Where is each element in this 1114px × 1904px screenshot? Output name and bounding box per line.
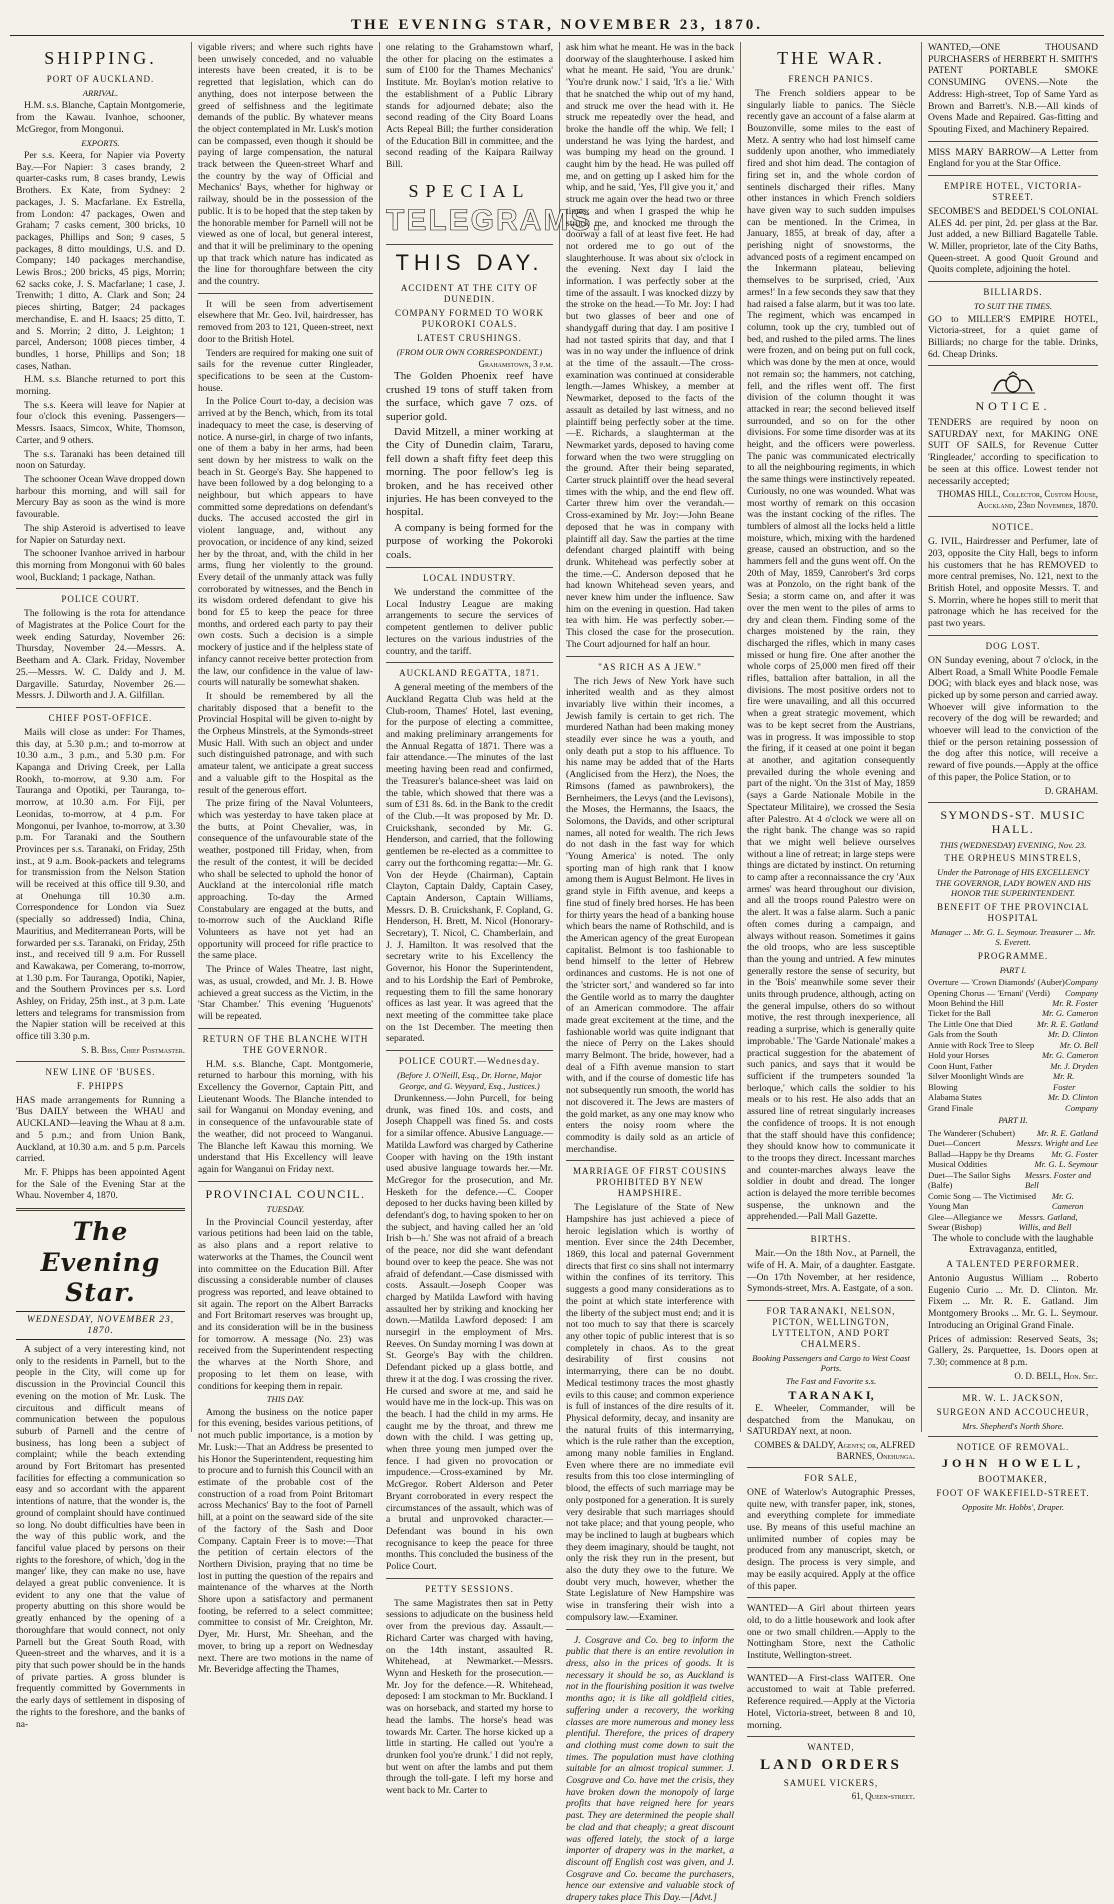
petty-sessions-text: The same Magistrates then sat in Petty sessions to adjudicate on the business held over from the previous day. Assault.—Richard Carter was charged with having, on the 14th instant, assaulted R. Whitehead, at Newmarket.—Messrs. Wynn and Hesketh for the prosecution.—Mr. Joy for the defence.—R. Whitehead, deposed: I am stockman to Mr. Buckland. I was on horseback, and started my horse to head the lambs. The horse's head was towards Mr. Carter. The horse kicked up a little in starting. He called out 'you're a drunken fool you're drunk.' I did not reply, but went on after the lambs and put them through the toll-gate. I left my horse and went back to Mr. Carter to xyxy=(386,1597,553,1797)
programme-item: Opening Chorus — 'Ernani' (Verdi) xyxy=(928,987,1050,998)
telegram-dateline: Grahamstown, 3 p.m. xyxy=(478,359,553,370)
divider xyxy=(928,635,1098,636)
land-wanted: WANTED, xyxy=(807,1742,855,1753)
programme-row xyxy=(928,1212,1098,1233)
shipping-heading: SHIPPING. xyxy=(44,48,157,68)
wanted-girl-ad: WANTED—A Girl about thirteen years old, to do a little housework and look after one or two small children.—Apply to the Nottingham Store, next the Catholic Institute, Wellington-street. xyxy=(747,1603,915,1662)
regatta-heading: AUCKLAND REGATTA, 1871. xyxy=(399,668,540,679)
exports-text: Per s.s. Keera, for Napier via Poverty Bay.—For Napier: 3 cases brandy, 2 quarter-casks rum, 8 cases brandy, Lewis Brothers. Ex Kate, from Sydney: 2 packages, J. S. Macfarlane. Ex Estrella, from London: 47 packages, Owen and Graham; 7 casks cement, 300 bricks, 10 packages, Phillips and Son; 9 cases, 5 packages, 8 ditto mouldings, U.S. and D. Company; 140 packages merchandise, Lewis Bros.; 200 bricks, 45 pigs, Morrin; 62 sacks coke, J. S. Macfarlane; 1 case, J. Trenwith; 1 ditto, A. Clark and Son; 24 pieces shirting, Batger; 24 packages merchandise, E. and H. Isaacs; 25 ditto, T. and S. Morrin; 2 ditto, J. Leighton; 1 parcel, Anderson; 1008 pieces timber, 4 bundles, 1 horse, Phillips and Son; 18 cases, Nathan. xyxy=(16,150,185,372)
bus-agent-text: Mr. F. Phipps has been appointed Agent for the Sale of the Evening Star at the Whau. November 4, 1870. xyxy=(16,1166,185,1202)
divider xyxy=(386,567,553,568)
programme-item: Gals from the South xyxy=(928,1029,998,1040)
prices-text: Prices of admission: Reserved Seats, 3s; Gallery, 2s. Parquetteе, 1s. Doors open at 7.30; commence at 8 p.m. xyxy=(928,1333,1098,1368)
divider xyxy=(386,1050,553,1051)
accident-heading: ACCIDENT AT THE CITY OF DUNEDIN. xyxy=(400,283,539,305)
masthead: THE EVENING STAR, NOVEMBER 23, 1870. xyxy=(10,8,1104,36)
leader-article: A subject of a very interesting kind, not only to the residents in Parnell, but to the people in the City, will come up for discussion in the Provincial Council this evening on the motion of Mr. Lusk. The circuitous and difficult means of communication between the populous suburb of Parnell and the centre of business, has long been a subject of complaint; while the beach extending around by Fort Britomart has presented facilities for effecting a communication so easy and so accordant with the apparent intentions of nature, that the wonder is, the ground of complaint should have continued so long. No doubt difficulties have been in the way of this public work, and the fanciful value placed by persons on their rights to the foreshore, of which, 'dog in the manger' like, they can make no use, have delayed a great public convenience. It is evident to any one that the value of property abutting on this shore would be greatly enhanced by the opening of a thoroughfare that would connect, not only Parnell but the Great South Road, with Queen-street and the wharves, and it is a pity that such power should be in the hands of private parties. A gross blunder is frequently committed by Governments in the early days of settlement in disposing of the rights to the foreshore, and the banks of na- xyxy=(16,1344,185,1730)
programme-part-two xyxy=(928,1128,1098,1233)
divider xyxy=(198,293,373,294)
divider xyxy=(198,1028,373,1029)
programme-item: Comic Song — The Victimised Young Man xyxy=(928,1190,1037,1212)
column-6 xyxy=(922,42,1104,1512)
post-office-text: Mails will close as under: For Thames, this day, at 5.30 p.m.; and to-morrow at 10.30 a.m., 3 p.m., and 5.30 p.m. For Kapanga and Driving Creek, per Lalla Rookh, to-morrow, at 9.30 a.m. For Tauranga and Opotiki, per Tauranga, to-morrow, at 10.30 a.m. For Fiji, per Leonidas, to-morrow, at 4 p.m. For Mongonui, per Ivanhoe, to-morrow, at 3.30 p.m. For Taranaki and the Southern Provinces per s.s. Taranaki, on Friday, 25th inst., at 9 a.m. Book-packets and telegrams for transmission from the Nelson Station will be received at this office till 9.30, and at Onehunga till 10.30 a.m. Correspondence for London via Suez (specially so addressed) India, China, Mauritius, and Mediterranean Ports, will be forwarded per s.s. Taranaki, on Friday, 25th inst., and received till 9 a.m. For Russell and Kawakawa, per Comerang, to-morrow, at 1.30 p.m. For Tauranga, Opotiki, Napier, and the Southern Provinces per s.s. Lord Ashley, on Friday, 25th inst., at 3 p.m. Late letters and telegrams for transmission from the Napier station will be received at this office till 3.30 p.m. xyxy=(16,726,185,1043)
exports-heading: EXPORTS. xyxy=(81,137,120,148)
leader-continued: vigable rivers; and where such rights have been unwisely conceded, and no valuable interests have been created, it is to be regretted that legislation, which can do anything, does not interpose between the greed of selfishness and the legitimate demands of the public. By whatever means the object contemplated in Mr. Lusk's motion can be compassed, even though it should be paying of large compensation, the natural track between the Queen-street Wharf and the country by the way of Official and Mechanics' Bays, whether for highway or railway, should be in the possession of the public. It is to be hoped that the step taken by the honorable member for Parnell will not be viewed as one of local, but general interest, and that it will be preliminary to the opening up that track which nature has indicated as the line for thoroughfare between the city and the country. xyxy=(198,42,373,288)
newspaper-page xyxy=(10,8,1104,1904)
extravaganza-note: The whole to conclude with the laughable Extravaganza, entitled, xyxy=(932,1232,1094,1256)
divider xyxy=(747,1228,915,1229)
programme-item: Hold your Horses xyxy=(928,1050,990,1061)
ivil-notice-text: G. IVIL, Hairdresser and Perfumer, late of 203, opposite the City Hall, begs to inform his customers that he has REMOVED to more central premises, No. 121, next to the British Hotel, and opposite Messrs. T. and S. Morrin, where he hopes still to merit that patronage which he has received for the past two years. xyxy=(928,536,1098,630)
shipping-note: The ship Asteroid is advertised to leave for Napier on Saturday next. xyxy=(16,522,185,546)
local-news-item: The prize firing of the Naval Volunteers, which was yesterday to have taken place at the butts, at Point Chevalier, was, in consequence of the unfavourable state of the weather, postponed till Friday, when, from the result of the contest, it will be decided who shall be selected to uphold the honor of Auckland at the intercolonial rifle match approaching. To-day the Armed Constabulary are engaged at the butts, and to-morrow such of the Auckland Rifle Volunteers as have not yet had an opportunity will proceed for rifle practice to the same place. xyxy=(198,798,373,962)
programme-performer: Company xyxy=(1065,1102,1098,1113)
column-2 xyxy=(192,42,380,1676)
empire-hotel-text: SECOMBE'S and BEDDEL'S COLONIAL ALES 4d. per pint, 2d. per glass at the Bar. Just added, a new Billiard Bagatelle Table. W. Miller, proprietor, late of the City Baths, Queen-street. A good Quoit Ground and Quoits complete, adjoining the hotel. xyxy=(928,205,1098,276)
programme-performer: Mr. R. Foster xyxy=(1053,1071,1076,1092)
land-orders-sign: SAMUEL VICKERS, xyxy=(783,1777,879,1788)
programme-performer: Mr. G. Cameron xyxy=(1041,1008,1098,1019)
telegram-text: A company is being formed for the purpose of working the Pokoroki coals. xyxy=(386,521,553,561)
port-heading: PORT OF AUCKLAND. xyxy=(46,73,155,84)
divider xyxy=(16,707,185,708)
programme-row xyxy=(928,988,1098,998)
tender-notice-text: TENDERS are required by noon on SATURDAY next, for MAKING ONE SUIT OF SAILS, for Revenue Cutter 'Ringleader,' according to specification to be seen at this office. Lowest tender not necessarily accepted; xyxy=(928,417,1098,487)
programme-item: Ticket for the Ball xyxy=(928,1008,991,1019)
ivil-notice-heading: NOTICE. xyxy=(991,522,1035,533)
programme-item: Ballad—Happy be thy Dreams xyxy=(928,1148,1035,1159)
programme-performer: Mr. O. Bell xyxy=(1059,1039,1098,1050)
programme-performer: Messrs. Gatland, Willis, and Bell xyxy=(1018,1211,1078,1233)
post-office-signature: S. B. Biss, Chief Postmaster. xyxy=(81,1044,185,1055)
programme-item: Duet—Concert xyxy=(928,1138,981,1149)
local-news-item: The Prince of Wales Theatre, last night, was, as usual, crowded, and Mr. J. B. Howe achieved a great success as the Victim, in the 'Star Chamber.' This evening 'Huguenots' will be repeated. xyxy=(198,964,373,1022)
correspondent-note: (FROM OUR OWN CORRESPONDENT.) xyxy=(396,346,543,357)
programme-item: Silver Moonlight Winds are Blowing xyxy=(928,1071,1024,1092)
programme-performer: Mr. R. Foster xyxy=(1052,997,1098,1008)
music-hall-heading: SYMONDS-ST. MUSIC HALL. xyxy=(940,807,1086,837)
billiards-heading: BILLIARDS. xyxy=(983,287,1043,298)
programme-performer: Mr. D. Clinton xyxy=(1047,1029,1098,1040)
blanche-heading: RETURN OF THE BLANCHE WITH THE GOVERNOR. xyxy=(202,1033,369,1055)
latest-heading: LATEST CRUSHINGS. xyxy=(417,332,522,343)
births-heading: BIRTHS. xyxy=(810,1234,852,1245)
divider xyxy=(198,1181,373,1182)
programme-row xyxy=(928,1138,1098,1148)
steamer-name: T A R A N A K I, xyxy=(788,1388,874,1403)
divider xyxy=(928,1436,1098,1437)
police-rota-heading: POLICE COURT. xyxy=(61,594,140,605)
arrival-text: H.M. s.s. Blanche, Captain Montgomerie, from the Kawau. Ivanhoe, schooner, McGregor, from Mongonui. xyxy=(16,100,185,135)
tender-notice-signature: THOMAS HILL, Collector, Custom House, Auckland, 23rd November, 1870. xyxy=(937,489,1098,511)
empire-hotel-heading: EMPIRE HOTEL, VICTORIA-STREET. xyxy=(944,181,1082,202)
programme-performer: Mr. G. Foster xyxy=(1051,1148,1098,1159)
performer-cast: Antonio Augustus William ... Roberto Eugenio Curio ... Mr. D. Clinton. Mr. Fixem ... Mr. R. E. Gatland. Jim Montgomery Brooks ... Mr. G. L. Seymour. Introducing an Original Grand Finale. xyxy=(928,1273,1098,1331)
taranaki-steamer-ad xyxy=(747,1306,915,1462)
billiards-text: GO to MILLER'S EMPIRE HOTEL, Victoria-street, for a quiet game of Billiards; no charge for the table. Drinks, 6d. Cheap Drinks. xyxy=(928,313,1098,360)
prices-signature: O. D. BELL, Hon. Sec. xyxy=(1014,1370,1098,1381)
programme-heading: PROGRAMME. xyxy=(977,950,1049,961)
bus-proprietor: F. PHIPPS xyxy=(76,1080,125,1091)
divider xyxy=(928,141,1098,142)
local-news-item: It should be remembered by all the charitably disposed that a benefit to the Provincial Hospital will be given to-night by the Orpheus Minstrels, at the Symonds-street Music Hall. With such an object and under such distinguished patronage, and with such amateur talent, we anticipate a great success and a valuable gift to the Hospital as the result of the generous effort. xyxy=(198,690,373,796)
column-4 xyxy=(560,42,741,1904)
council-tuesday: TUESDAY. xyxy=(266,1204,305,1215)
petty-sessions-heading: PETTY SESSIONS. xyxy=(425,1583,514,1594)
programme-row xyxy=(928,1019,1098,1029)
programme-performer: Mr. J. Dryden xyxy=(1050,1060,1098,1071)
for-sale-text: ONE of Waterlow's Autographic Presses, quite new, with transfer paper, ink, stones, and everything complete for immediate use. By means of this useful machine an unlimited number of copies may be produced from any manuscript, sketch, or design. The process is very simple, and may be easily acquired. Apply at the office of this paper. xyxy=(747,1486,915,1592)
divider xyxy=(928,365,1098,366)
divider xyxy=(566,656,734,657)
divider xyxy=(928,175,1098,176)
programme-performer: Mr. G. Cameron xyxy=(1051,1190,1084,1212)
arrival-heading: ARRIVAL. xyxy=(82,87,119,98)
shipping-note: The s.s. Keera will leave for Napier at four o'clock this evening. Passengers—Messrs. Isaacs, Simcox, White, Thomson, Carter, and 9 others. xyxy=(16,399,185,446)
police-court-heading: POLICE COURT.—Wednesday. xyxy=(398,1056,541,1067)
police-bench: (Before J. O'Neill, Esq., Dr. Horne, Major George, and G. Weyyard, Esq., Justices.) xyxy=(397,1070,542,1091)
council-text-2: Among the business on the notice paper for this evening, besides various petitions, of not much public importance, is a motion by Mr. Lusk:—That an Address be presented to his Honor the Superintendent, requesting him to procure and to furnish this Council with an estimate of the probable cost of the construction of a road from Point Britomart across Mechanics' Bay to the foot of Parnell hill, at a point on the seaward side of the site of the factory of the Sash and Door Company. Captain Freer is to move:—That the petition of certain electors of the Northern Division, praying that no time be lost in putting the question of the repairs and maintenance of the wharves at the North Shore upon a satisfactory and permanent footing, be referred to a select committee; committee to consist of Mr. Creighton, Mr. Dyer, Mr. Hurst, Mr. Sheehan, and the mover, to bring up a report on Wednesday next. There are two motions in the name of Mr. Beveridge affecting the Thames, xyxy=(198,1406,373,1676)
programme-performer: Mr. D. Clinton xyxy=(1047,1092,1098,1103)
benefit-text: BENEFIT OF THE PROVINCIAL HOSPITAL xyxy=(937,901,1089,923)
local-industry-heading: LOCAL INDUSTRY. xyxy=(422,573,516,584)
removal-heading: NOTICE OF REMOVAL. xyxy=(956,1442,1070,1453)
programme-performer: Messrs. Foster and Bell xyxy=(1024,1169,1092,1191)
column-1 xyxy=(10,42,192,1730)
programme-row xyxy=(928,1071,1098,1092)
music-hall-date: THIS (WEDNESDAY) EVENING, Nov. 23. xyxy=(939,839,1087,850)
marriage-heading: MARRIAGE OF FIRST COUSINS PROHIBITED BY NEW HAMPSHIRE. xyxy=(572,1166,728,1199)
programme-row xyxy=(928,1170,1098,1191)
programme-item: Overture — 'Crown Diamonds' (Auber) xyxy=(928,977,1065,988)
for-sale-heading: FOR SALE, xyxy=(804,1472,858,1483)
this-day-heading: THIS DAY. xyxy=(395,250,544,276)
programme-item: Duet—The Sailor Sighs (Balfe) xyxy=(928,1169,1011,1191)
local-news-item: It will be seen from advertisement elsewhere that Mr. Geo. Ivil, hairdresser, has removed from 203 to 121, Queen-street, next door to the British Hotel. xyxy=(198,298,373,345)
columns xyxy=(10,42,1104,1904)
programme-row xyxy=(928,1191,1098,1212)
programme-item: Glee—Allegiance we Swear (Bishop) xyxy=(928,1211,1003,1233)
steamer-ad-text: E. Wheeler, Commander, will be despatched from the Manukau, on SATURDAY next, at noon. xyxy=(747,1402,915,1438)
shipping-note: The s.s. Taranaki has been detained till noon on Saturday. xyxy=(16,448,185,472)
tender-notice-heading: NOTICE. xyxy=(975,399,1051,414)
council-heading: PROVINCIAL COUNCIL. xyxy=(205,1186,366,1201)
divider xyxy=(386,1578,553,1579)
steamer-ad-sub: Booking Passengers and Cargo to West Coast Ports. xyxy=(752,1352,910,1374)
divider xyxy=(747,1597,915,1598)
programme-row xyxy=(928,1159,1098,1169)
bus-ad-text: HAS made arrangements for Running a 'Bus DAILY between the WHAU and AUCKLAND—leaving the Whau at 8 a.m. and 5 p.m.; and from Union Bank, Auckland, at 10.30 a.m. and 5 p.m. Parcels carried. xyxy=(16,1094,185,1165)
programme-item: Musical Oddities xyxy=(928,1159,987,1170)
jackson-name: MR. W. L. JACKSON, xyxy=(962,1392,1064,1403)
divider xyxy=(747,1467,915,1468)
births-text: Mair.—On the 18th Nov., at Parnell, the wife of H. A. Mair, of a daughter. Eastgate.—On 17th November, at her residence, Symonds-street, Mrs. A. Eastgate, of a son. xyxy=(747,1248,915,1295)
column-5 xyxy=(741,42,922,1802)
column-3 xyxy=(380,42,603,1797)
programme-row xyxy=(928,977,1098,987)
regatta-text: A general meeting of the members of the Auckland Regatta Club was held at the Club-room, Thames' Hotel, last evening, for the purpose of electing a committee, and making preliminary arrangements for the Annual Regatta of 1871. There was a fair attendance.—The minutes of the last meeting having been read and confirmed, the Treasurer's balance-sheet was laid on the table, which showed that there was a sum of £31 8s. 6d. in the Bank to the credit of the Club.—It was proposed by Mr. D. Cruickshank, seconded by Mr. G. Henderson, and carried, that the following gentlemen be re-elected as a committee to carry out the forthcoming regatta:—Mr. G. Von der Heyde (Chairman), Captain Clayton, Captain Daldy, Captain Casey, Captain Anderson, Captain Williams, Messrs. D. B. Cruickshank, F. Copland, G. Henderson, H. Brett, M. Nicol (Honorary-Secretary), T. Nicol, C. Chamberlain, and J. J. Hamilton. It was resolved that the secretary write to his Excellency the Governor, his Honor the Superintendent, and to his Lordship the Earl of Pembroke, requesting them to fill the same honorary offices as last year. It was agreed that the next meeting of the committee take place on the 1st December. The meeting then separated. xyxy=(386,682,553,1045)
divider xyxy=(386,244,553,245)
programme-performer: Mr. R. E. Gatland xyxy=(1036,1018,1098,1029)
telegram-text: The Golden Phoenix reef have crushed 19 tons of stuff taken from the surface, which gave 7 ozs. of superior gold. xyxy=(386,370,553,423)
howell-address: FOOT OF WAKEFIELD-STREET. xyxy=(936,1487,1090,1498)
programme-row xyxy=(928,1128,1098,1138)
programme-item: Moon Behind the Hill xyxy=(928,997,1004,1008)
divider xyxy=(747,1300,915,1301)
divider xyxy=(566,1629,734,1630)
programme-item: Annie with Rock Tree to Sleep xyxy=(928,1039,1035,1050)
howell-opposite: Opposite Mr. Hobbs', Draper. xyxy=(961,1501,1065,1512)
manager-text: Manager ... Mr. G. L. Seymour. Treasurer ... Mr. S. Everett. xyxy=(930,926,1096,948)
war-heading: THE WAR. xyxy=(777,48,885,68)
police-rota-text: The following is the rota for attendance of Magistrates at the Police Court for the week ending Saturday, November 26: Thursday, November 24.—Messrs. A. Beetham and A. Clark. Friday, November 25.—Messrs. W. C. Daldy and J. M. Dargaville. Saturday, November 26.—Messrs. J. Dilworth and J. A. Gilfillan. xyxy=(16,608,185,702)
dog-lost-text: ON Sunday evening, about 7 o'clock, in the Albert Road, a Small White Poodle Female DOG; with black eyes and black nose, was picked up by some person and carried away. Whoever will give information to the recovery of the dog will be rewarded; and whoever will lead to the conviction of the thief or the person retaining possession of the dog after this notice, will receive a reward of five pounds.—Apply at the office of this paper, the Police Station, or to xyxy=(928,654,1098,783)
programme-part-one xyxy=(928,977,1098,1113)
divider xyxy=(566,1160,734,1161)
blanche-text: H.M. s.s. Blanche, Capt. Montgomerie, returned to harbour this morning, with his Excellency the Governor, Captain Pitt, and Lieutenant Woods. The Blanche intended to sail for Wanganui on Monday evening, and in consequence of the unfavourable state of the weather, did not proceed to Wanganui. The Blanche left Kawau this morning. We understand that His Excellency will leave again for Wanganui on Friday next. xyxy=(198,1058,373,1175)
local-industry-text: We understand the committee of the Local Industry League are making arrangements to secure the services of competent gentlemen to deliver public lectures on the various industries of the country, and the tariff. xyxy=(386,587,553,657)
shipping-note: H.M. s.s. Blanche returned to port this morning. xyxy=(16,374,185,398)
programme-performer: Mr. G. Cameron xyxy=(1041,1050,1098,1061)
divider xyxy=(928,802,1098,803)
programme-performer: Company xyxy=(1065,977,1098,988)
marriage-text: The Legislature of the State of New Hampshire has just achieved a piece of heroic legislation which is worthy of mention. Ever since the 24th December, 1869, this local and paternal Government directs that first co sins shall not intermarry within the confines of its territory. This suggests a good many considerations as to the point at which state interference with the liberty of the subject must end; and it is not too much to say that there is scarcely any other topic of public interest that is so completely in chaos. As to the great desirability of first cousins not intermarrying, there can be no doubt. Medical testimony traces the most ghastly evils to this cause; and common experience is full of instances of the dire results of it. Physical deformity, decay, and insanity are the natural fruits of this intermarrying, which is the rule rather than the exception, among many noble families in England. Even where there are no immediate evil results from this too close intermingling of blood, the effects of such marriage may be only postponed for a generation. It is surely very desirable that such marriages should not take place; and that young people, who may be inclined to laugh at bugbears which they deem imaginary, should be taught, not only the risk they run in the present, but also the duty they owe to the future. We doubt very much, however, whether the State Legislature of New Hampshire was wise in transfering their wish into a compulsory law.—Examiner. xyxy=(566,1202,734,1623)
programme-item: Alabama States xyxy=(928,1092,982,1103)
howell-trade: BOOTMAKER, xyxy=(978,1473,1048,1484)
post-office-heading: CHIEF POST-OFFICE. xyxy=(48,712,153,723)
programme-row xyxy=(928,1149,1098,1159)
newspaper-flag: The Evening Star. xyxy=(40,1217,161,1308)
programme-row xyxy=(928,1103,1098,1113)
jackson-address: Mrs. Shepherd's North Shore. xyxy=(962,1420,1064,1431)
dog-lost-signature: D. GRAHAM. xyxy=(1044,785,1098,796)
bus-heading: NEW LINE OF 'BUSES. xyxy=(45,1066,156,1077)
orpheus-heading: THE ORPHEUS MINSTRELS, xyxy=(944,853,1082,864)
company-heading: COMPANY FORMED TO WORK PUKOROKI COALS. xyxy=(394,308,545,330)
programme-item: The Wanderer (Schubert) xyxy=(928,1127,1015,1138)
war-text: The French soldiers appear to be singularly liable to panics. The Siècle recently gave an account of a false alarm at Bouzonville, some miles to the east of Metz. A sentry who had lost himself came suddenly upon another, who immediately fired and shot him dead. The contagion of firing set in, and the whole cordon of sentinels discharged their rifles. Many other instances in which French soldiers have given way to such sudden impulses can be mentioned. In the Crimea, in January, 1855, at break of day, after a perishing night of snowstorms, the advanced posts of a regiment encamped on the Inkermann plateau, believing themselves to be surprised, cried, 'Aux armes!' In a few seconds they saw that they had raised a false alarm, but it was too late. The regiment, which was encamped in column, took up the cry, tumbled out of bed, and rushed to the piled arms. The lines were frozen, and on being put on full cock, which was done by the men at once, would not remain so; the hammers, not catching, fell, and the rifles went off. The first division of the column thought it was attacked in rear; the second believed itself surrounded, and so on for the other divisions. For some time disorder was at its height, and the officers were powerless. The panic was communicated electrically to all the neighbouring regiments, in which the same things were instinctively repeated. Curiously, no one was wounded. What was most worthy of remark on this occasion was the instant cocking of the rifles. The tumblers of almost all the locks held a little moisture, which, mixing with the hardened grease, caused an obstruction, and so the hammers fell and the guns went off. On the 20th of May, 1859, Canrobert's 3rd corps was at Ponzolo, on the right bank of the Sesia; a storm came on, and after it was over the men went to the piles of arms to dry and clean them. Finding some of the charges moistened by the rain, they discharged the rifles, which in many cases missed or hung fire. One after another the whole corps of 25,000 men fired off their rifles, battalion after battalion, in all the divisions. The most positive orders not to fire were unavailing, and all this occurred when a great strategic movement, which was to be kept secret from the Austrians, was in progress. It was impossible to stop the firing, if it ceased at one point it began at another, and agitation consequently prevailed during the whole evening and part of the night. 'On the 31st of May, 1859 (says a Garde Nationale Mobile in the Spectateur Militaire), we crossed the Sesia after Palestro. At 4 o'clock we were all on the right bank. The change was so rapid that we might well believe ourselves without a line of retreat; in large steps were things are dictated by instinct. On returning to camp after a reconnaissance the cry 'Aux armes' was heard throughout our division, and all the troops round Palestro were on the alert. It was a false alarm. Such a panic often comes during a campaign, and always without reason. Sometimes it gains the old troops, who are less susceptible than the young and untried. A few minutes generally restore the sense of security, but in the 'Bois' meanwhile some sever their units through prudence, although, acting on the general impulse, others do so without motive, the rest through inexperience, all reading a surprise, which is generally quite improbable.' The 'Garde Nationale' makes a practical suggestion for the abatement of such panics, and says that it would be sufficient if the trumpeters sounded 'la berloque,' which calls the soldier to his meals or to his rest. He also adds that an assured line of retreat singularly increases the confidence of troops. It is not enough that the staff should have this confidence; they should know how to communicate it to the troops they direct. Incessant marches and counter-marches always leave the soldier in doubt and dread. The longer action is delayed the more terrible becomes suspense, the unknown and the apprehended.—Pall Mall Gazette. xyxy=(747,87,915,1223)
steamer-ad-heading: FOR TARANAKI, NELSON, PICTON, WELLINGTON, LYTTELTON, AND PORT CHALMERS. xyxy=(766,1305,896,1349)
royal-crest-icon xyxy=(985,371,1041,395)
land-orders-address: 61, Queen-street. xyxy=(851,1791,915,1802)
local-news-item: In the Police Court to-day, a decision was arrived at by the Bench, which, from its total inadequacy to meet the case, is deserving of notice. A nurse-girl, in charge of two infants, one of them a baby in her arms, had been sent down by her mistress to walk on the beach in St. George's Bay. She happened to have been followed by a dog belonging to a neighbour, but which appears to have committed some depredations on defendant's ducks. The accused accosted the girl in violent language, and, without any provocation, or incidence of any kind, seized her by the throat, and, with the child in her arms, flung her violently to the ground. Every detail of the unmanly attack was fully corroborated by witnesses, and the Bench in its wisdom ordered defendant to give his bond for £5 to keep the peace for three months, and ordered each party to pay their own costs. Such a decision is a simple mockery of justice and if the helpless state of infancy cannot receive better protection from the law, our confidence in the value of law-courts will naturally be somewhat shaken. xyxy=(198,396,373,689)
council-thisday: THIS DAY. xyxy=(266,1394,305,1405)
divider xyxy=(16,1061,185,1062)
programme-item: Coon Hunt, Father xyxy=(928,1060,993,1071)
jackson-title: SURGEON AND ACCOUCHEUR, xyxy=(936,1406,1090,1417)
telegrams-heading: TELEGRAMS. xyxy=(386,203,603,237)
shipping-note: The schooner Ivanhoe arrived in harbour this morning from Mongonui with 60 bales wool, Buckland; 1 package, Nathan. xyxy=(16,548,185,583)
divider xyxy=(928,516,1098,517)
steamer-agents: COMBES & DALDY, Agents; or, ALFRED BARNES, Onehunga. xyxy=(754,1439,915,1461)
barrow-notice: MISS MARY BARROW—A Letter from England for you at the Star Office. xyxy=(928,146,1098,170)
police-court-text: Drunkenness.—John Purcell, for being drunk, was fined 10s. and costs, and Joseph Chappell was fined 5s. and costs for a similar offence. Abusive Language.—Matilda Lawford was charged by Catherine Cooper with having on the 19th instant used abusive language towards her.—Mr. McGregor for the prosecution, and Mr. Hesketh for the defence.—C. Cooper deposed to her ducks having been killed by defendant's dog, to having spoken to her on the subject, and having called her an 'old Irish b—h.' She was not afraid of a breach of the peace, nor did she want defendant bound over to keep the peace. She was not afraid of defendant.—Case dismissed with costs. Assault.—Joseph Cooper was charged by Matilda Lawford with having assaulted her by striking and knocking her down.—Matilda Lawford deposed: I am nursegirl in the employment of Mrs. Reeves. On Sunday morning I was down at St. George's Bay with the children. Defendant picked up a glass bottle, and threw it at the dog. I was crossing the river. He cursed and swore at me, and said he would have me in the lock-up. This was on the beach. I had the child in my arms. He caught me by the throat, and threw me down with the child. I was getting up, when three young men jumped over the fence. I had given no provocation or impudence.—Cross-examined by Mr. McGregor. Robert Alderson and Peter Bryant corroborated in every respect the circumstances of the assault, which was of a brutal and unprovoked character.—Defendant was bound in his own recognisance to keep the peace for three months. This concluded the business of the Police Court. xyxy=(386,1092,553,1573)
shipping-note: The schooner Ocean Wave dropped down harbour this morning, and will sail for Mercury Bay as soon as the wind is more favourable. xyxy=(16,473,185,521)
patronage-text: Under the Patronage of HIS EXCELLENCY THE GOVERNOR, LADY BOWEN AND HIS HONOR THE SUPERINTENDENT. xyxy=(935,867,1091,899)
french-panics-heading: FRENCH PANICS. xyxy=(788,73,874,84)
programme-row xyxy=(928,1061,1098,1071)
telegram-text: David Mitzell, a miner working at the City of Dunedin claim, Tararu, fell down a shaft fifty feet deep this morning. The poor fellow's leg is broken, and he has received other injuries. He has been conveyed to the hospital. xyxy=(386,426,553,519)
petty-sessions-continued: ask him what he meant. He was in the back doorway of the slaughterhouse. I asked him what he meant. He said, 'You are drunk.' 'You're drunk now.' I said, 'It's a lie.' With that he snatched the whip out of my hand, and struck me over the head with it. He struck me repeatedly over the head, and broke the handle off the whip. We fell; I understand he was lying the hardest, and was bumping my head on the ground. I caught him by the head. He was pulled off me, and on getting up I asked him for the whip, and he said, 'Yes, I'll give you it,' and struck me again over the head two or three times; and when I grasped the whip he struck me, and knocked me through the doorway a fall of at least five feet. He had not ordered me to go out of the slaughterhouse. It was about six o'clock in the evening. Next day I laid the information. I was perfectly sober at the time of the assault. I was knocked dizzy by the stroke on the head.—To Mr. Joy: I had but two glasses of beer and one of shandygaff during that day. I am positive I had not tasted spirits that day, and that I was in no way under the influence of drink at the time of the assault.—The cross-examination was continued at considerable length.—James Whiskey, a member at Newmarket, deposed to the facts of the assault as detailed by last witness, and no plaintiff being perfectly sober at the time.—E. Richards, a slaughterman at the Newmarket yards, deposed to having come forward when the two were struggling on the ground. After their being separated, Carter struck plaintiff over the head several times with the whip, and the end flew off. Carter threw him over the verandah.—Cross-examined by Mr. Joy:—John Beane deposed that he was in company with plaintiff all day. Saw the parties at the time defendant charged plaintiff with being drunk. Whitehead was perfectly sober at the time.—C. Anderson deposed that he had known Whitehead seven years, and never knew him under the influence. Saw him on the evening in question. Had taken tea with him. He was perfectly sober.—This closed the case for the prosecution. The Court adjourned for half an hour. xyxy=(566,42,734,650)
programme-item: Grand Finale xyxy=(928,1102,974,1113)
divider xyxy=(928,281,1098,282)
programme-row xyxy=(928,1092,1098,1102)
cosgrave-advert: J. Cosgrave and Co. beg to inform the public that there is an entire revolution in dress, also in the prices of goods. It is necessary it should be so, as Auckland is not in the flourishing position it was twelve months ago; it is like all goldfield cities, suffering under a recovery, the working classes are more numerous and money less plentiful. Therefore, the prices of drapery and clothing must come down to suit the times. The population must have clothing suitable for an almost tropical summer. J. Cosgrave and Co. have met the crisis, they have broken down the monopoly of large profits that have reigned here for years past. They are determined the people shall be clad and that cheaply; a great discount was offered lately, the stock of a large importer of drapery was in the market, a discount off English cost was given, and J. Cosgrave and Co. became the purchasers, hence our extensive and valuable stock of drapery takes place This Day.—[Advt.] xyxy=(566,1634,734,1904)
programme-row xyxy=(928,998,1098,1008)
part-one-heading: PART I. xyxy=(999,964,1027,975)
steamer-ad-fast: The Fast and Favorite s.s. xyxy=(785,1375,877,1386)
rich-jew-heading: "AS RICH AS A JEW." xyxy=(598,661,702,672)
programme-row xyxy=(928,1050,1098,1060)
divider xyxy=(747,1736,915,1737)
council-continued: one relating to the Grahamstown wharf, the other for placing on the estimates a sum of £100 for the Thames Mechanics' Institute. Mr. Boylan's motion relative to the establishment of a Public Library stands for adjourned debate; also the second reading of the City Board Loans Acts Repeal Bill; the further consideration of the Education Bill in committee, and the second reading of the Kaipara Railway Bill. xyxy=(386,42,553,171)
special-heading: SPECIAL xyxy=(408,180,531,201)
dog-lost-heading: DOG LOST. xyxy=(985,640,1041,651)
land-orders-heading: LAND ORDERS xyxy=(760,1757,902,1774)
performer-heading: A TALENTED PERFORMER. xyxy=(946,1259,1080,1270)
council-text: In the Provincial Council yesterday, after various petitions had been laid on the table, as also plans and a report relative to waterworks at the Thames, the Council went into committee on the Education Bill. After discussing a considerable number of clauses progress was reported, and leave obtained to sit again. The report on the Albert Barracks and Fort Britomart reserves was brought up, and its consideration will be in the business for tomorrow. A message (No. 23) was received from the Superintendent respecting the wharves at the North Shore, and proposing to let them on lease, with conditions for keeping them in repair. xyxy=(198,1216,373,1392)
divider xyxy=(16,1208,185,1211)
dateline: WEDNESDAY, NOVEMBER 23, 1870. xyxy=(16,1311,185,1340)
divider xyxy=(386,662,553,663)
rich-jew-text: The rich Jews of New York have such inherited wealth and as they almost invariably live within their incomes, a Jewish family is certain to get rich. The murdered Nathan had been making money steadily ever since he was a youth, and only death put a stop to his affluence. To his name may be added that of the Harts (Anglicised from the Herz), the Noes, the Rimsons (famed as pawnbrokers), the Bernheimers, the Levys (and the Levisons), the Moses, the Hermanns, the Isaacs, the Solomons, the Davids, and other scriptural names, all noted for wealth. The rich Jews do not dash in the fast way for which 'Young America' is noted. The only sporting man of high rank that I know among them is August Belmont. He lives in grand style in Fifth avenue, and keeps a fine stud of finely bred horses. He has been for thirty years the head of a banking house which bears the name of Rothschild, and is the American agency of the great European capitalist. Belmont is too fashionable to bend himself to the letter of Hebrew ordinances and customs. He is not one of the 'stricter sort,' and wandered so far into the Gentile world as to marry the daughter of an American commodore. The affair made great excitement at the time, and the fashionable world was quite indignant that the niece of Perry on the Lakes should marry Belmont. The bride, however, had a deal of a Fifth avenue mansion to start with, and if the course of domestic life has not subsequently run smooth, the world has not discovered it. The Jews are masters of the gold market, as any one may know who enters the noisy room where the commodity is daily sold as an article of merchandise. xyxy=(566,675,734,1155)
billiards-sub: TO SUIT THE TIMES. xyxy=(974,301,1052,312)
divider xyxy=(747,1667,915,1668)
programme-row xyxy=(928,1040,1098,1050)
programme-row xyxy=(928,1029,1098,1039)
ovens-ad: WANTED,—ONE THOUSAND PURCHASERS of HERBERT H. SMITH'S PATENT PORTABLE SMOKE CONSUMING OVENS.—Note the Address: High-street, Top of Same Yard as Brown and Barrett's. N.B.—All kinds of Ovens Made and Repaired. Gas-fitting and Spouting Fixed, and Machinery Repaired. xyxy=(928,42,1098,135)
divider xyxy=(928,1387,1098,1388)
programme-performer: Mr. R. E. Gatland xyxy=(1036,1127,1098,1138)
programme-performer: Company xyxy=(1065,987,1098,998)
programme-performer: Messrs. Wright and Lee xyxy=(1016,1138,1098,1149)
divider xyxy=(16,588,185,589)
part-two-heading: PART II. xyxy=(998,1115,1028,1126)
wanted-waiter-ad: WANTED—A First-class WAITER. One accustomed to wait at Table preferred. Reference required.—Apply at the Victoria Hotel, Victoria-street, between 8 and 10, morning. xyxy=(747,1672,915,1731)
howell-name: JOHN HOWELL, xyxy=(941,1456,1084,1470)
local-news-item: Tenders are required for making one suit of sails for the revenue cutter Ringleader, specifications to be seen at the Custom-house. xyxy=(198,347,373,394)
programme-item: The Little One that Died xyxy=(928,1018,1013,1029)
programme-row xyxy=(928,1008,1098,1018)
programme-performer: Mr. G. L. Seymour xyxy=(1034,1159,1098,1170)
